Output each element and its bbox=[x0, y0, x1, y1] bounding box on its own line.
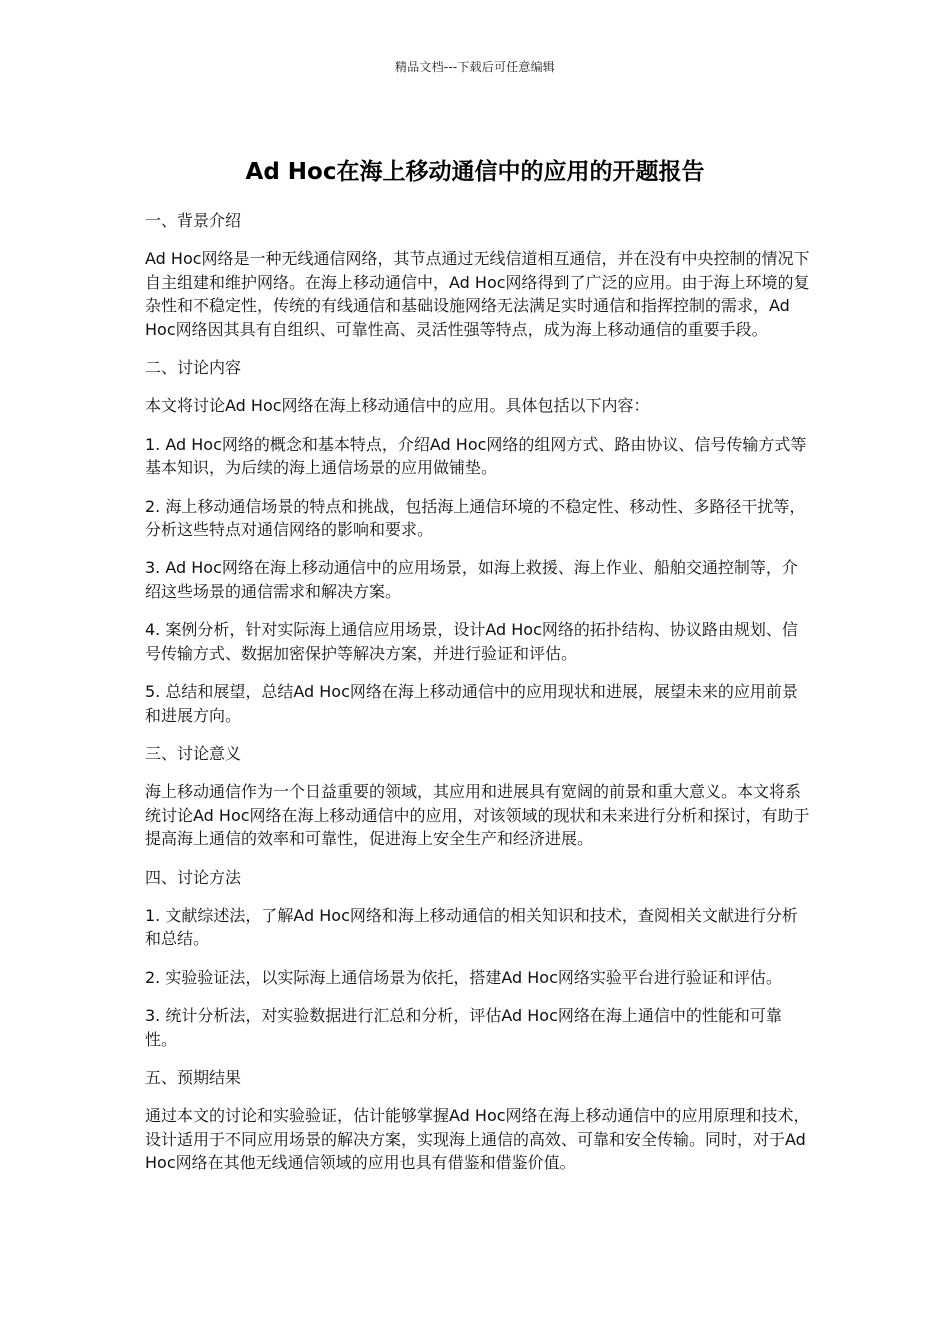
paragraph-background: Ad Hoc网络是一种无线通信网络，其节点通过无线信道相互通信，并在没有中央控制的情况下自主组建和维护网络。在海上移动通信中，Ad Hoc网络得到了广泛的应用。由于海上环境的复杂性和不稳定性，传统的有线通信和基础设施网络无法满足实时通信和指挥控制的需求，Ad Hoc网络因其具有自组织、可靠性高、灵活性强等特点，成为海上移动通信的重要手段。 bbox=[145, 249, 810, 339]
page-header-note: 精品文档---下载后可任意编辑 bbox=[395, 60, 555, 74]
paragraph-expected-results: 通过本文的讨论和实验验证，估计能够掌握Ad Hoc网络在海上移动通信中的应用原理和技术，设计适用于不同应用场景的解决方案，实现海上通信的高效、可靠和安全传输。同时，对于Ad Hoc网络在其他无线通信领域的应用也具有借鉴和借鉴价值。 bbox=[145, 1106, 810, 1173]
section-heading-expected-results: 五、预期结果 bbox=[145, 1067, 242, 1087]
list-item-content-3: 3. Ad Hoc网络在海上移动通信中的应用场景，如海上救援、海上作业、船舶交通控制等，介绍这些场景的通信需求和解决方案。 bbox=[145, 558, 798, 601]
list-item-content-2: 2. 海上移动通信场景的特点和挑战，包括海上通信环境的不稳定性、移动性、多路径干扰等，分析这些特点对通信网络的影响和要求。 bbox=[145, 496, 806, 540]
section-heading-background: 一、背景介绍 bbox=[145, 211, 242, 230]
document-body bbox=[145, 209, 810, 1190]
list-item-content-4: 4. 案例分析，针对实际海上通信应用场景，设计Ad Hoc网络的拓扑结构、协议路由规划、信号传输方式、数据加密保护等解决方案，并进行验证和评估。 bbox=[145, 620, 798, 663]
section-heading-methods: 四、讨论方法 bbox=[145, 867, 242, 887]
paragraph-significance: 海上移动通信作为一个日益重要的领域，其应用和进展具有宽阔的前景和重大意义。本文将系统讨论Ad Hoc网络在海上移动通信中的应用，对该领域的现状和未来进行分析和探讨，有助于提高海上通信的效率和可靠性，促进海上安全生产和经济进展。 bbox=[145, 782, 810, 849]
list-item-methods-3: 3. 统计分析法，对实验数据进行汇总和分析，评估Ad Hoc网络在海上通信中的性能和可靠性。 bbox=[145, 1006, 782, 1049]
list-item-methods-2: 2. 实验验证法，以实际海上通信场景为依托，搭建Ad Hoc网络实验平台进行验证和评估。 bbox=[145, 967, 782, 987]
section-heading-significance: 三、讨论意义 bbox=[145, 743, 242, 763]
list-item-methods-1: 1. 文献综述法，了解Ad Hoc网络和海上移动通信的相关知识和技术，查阅相关文献进行分析和总结。 bbox=[145, 905, 798, 949]
list-item-content-5: 5. 总结和展望，总结Ad Hoc网络在海上移动通信中的应用现状和进展，展望未来的应用前景和进展方向。 bbox=[145, 682, 798, 725]
document-title: Ad Hoc在海上移动通信中的应用的开题报告 bbox=[245, 159, 705, 186]
list-item-content-1: 1. Ad Hoc网络的概念和基本特点，介绍Ad Hoc网络的组网方式、路由协议、信号传输方式等基本知识，为后续的海上通信场景的应用做铺垫。 bbox=[145, 434, 807, 478]
paragraph-content-intro: 本文将讨论Ad Hoc网络在海上移动通信中的应用。具体包括以下内容： bbox=[145, 396, 650, 416]
section-heading-content: 二、讨论内容 bbox=[145, 358, 242, 378]
